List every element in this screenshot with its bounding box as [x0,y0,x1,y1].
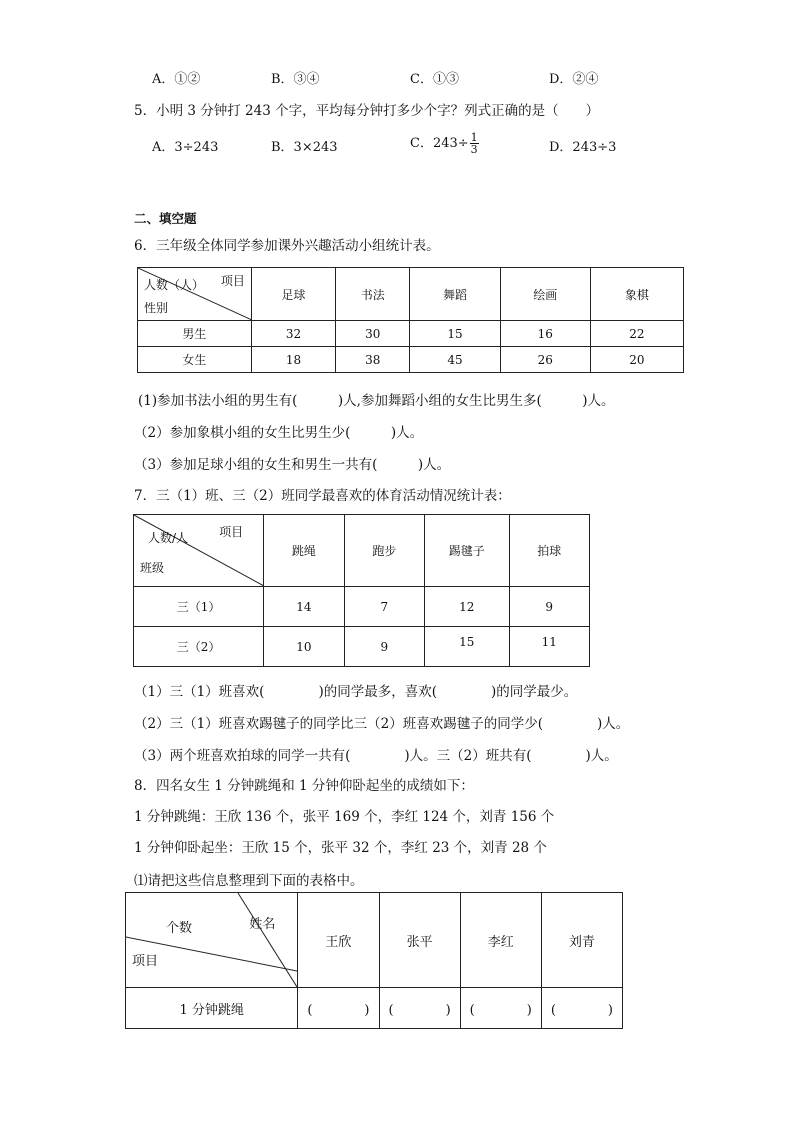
q6-cell: 38 [336,347,410,373]
q6-header-count: 人数（人） [144,278,205,292]
q6-header-item: 项目 [220,274,245,288]
q6-cell: 15 [410,321,500,347]
q7-col-header: 踢毽子 [425,515,509,587]
q7-sub2: （2）三（1）班喜欢踢毽子的同学比三（2）班喜欢踢毽子的同学少( )人。 [134,716,630,732]
q6-col-header: 书法 [336,268,410,321]
q6-col-header: 绘画 [500,268,590,321]
q7-cell: 9 [509,587,590,627]
q6-col-header: 足球 [251,268,335,321]
q6-cell: 30 [336,321,410,347]
q7-cell: 12 [425,587,509,627]
q6-cell: 16 [500,321,590,347]
q6-cell: 45 [410,347,500,373]
q7-sub1: （1）三（1）班喜欢( )的同学最多，喜欢( )的同学最少。 [134,684,578,700]
q7-table [133,514,590,667]
q8-col-header: 刘青 [541,893,622,988]
q5-option-c-text: C．243÷ [410,136,469,151]
q4-option-b: B．③④ [271,72,320,87]
q4-option-a: A．①② [152,72,201,87]
q7-col-header: 拍球 [509,515,590,587]
q7-cell: 9 [344,627,424,667]
q6-col-header: 舞蹈 [410,268,500,321]
q8-stem: 8．四名女生 1 分钟跳绳和 1 分钟仰卧起坐的成绩如下： [134,778,474,794]
table-row [138,347,684,373]
table-row [134,587,590,627]
q7-col-header: 跳绳 [264,515,344,587]
section-title-fill-in: 二、填空题 [134,211,197,226]
q5-option-b: B．3×243 [271,140,338,155]
q8-blank-cell[interactable]: ( ) [541,988,622,1029]
q4-option-c: C．①③ [410,72,459,87]
q7-header-diagonal-cell [134,515,264,587]
q8-row-label: 1 分钟跳绳 [126,988,298,1029]
q6-cell: 32 [251,321,335,347]
q5-option-a: A．3÷243 [152,140,219,155]
q7-col-header: 跑步 [344,515,424,587]
table-row [134,627,590,667]
q8-header-diagonal-cell [126,893,298,988]
q7-cell: 10 [264,627,344,667]
q8-header-count: 个数 [166,921,193,936]
q5-stem: 5．小明 3 分钟打 243 个字，平均每分钟打多少个字？列式正确的是（ ） [134,103,600,119]
fraction-numerator: 1 [470,131,478,144]
q8-col-header: 李红 [460,893,541,988]
table-row [138,321,684,347]
q5-option-d: D．243÷3 [549,140,617,155]
q4-option-d: D．②④ [549,72,599,87]
q6-cell: 20 [590,347,683,373]
q7-cell: 11 [509,627,590,667]
q8-line-sit-ups: 1 分钟仰卧起坐：王欣 15 个，张平 32 个，李红 23 个，刘青 28 个 [134,840,547,856]
q6-sub2: （2）参加象棋小组的女生比男生少( )人。 [134,425,424,441]
q7-header-class: 班级 [140,561,165,575]
q7-sub3: （3）两个班喜欢拍球的同学一共有( )人。三（2）班共有( )人。 [134,748,618,764]
fraction-denominator: 3 [470,143,478,156]
q6-sub3: （3）参加足球小组的女生和男生一共有( )人。 [134,457,451,473]
q7-header-count: 人数/人 [148,531,189,545]
q5-option-c [410,132,479,155]
diagonal-lines [126,893,297,987]
q6-sub1: (1)参加书法小组的男生有( )人,参加舞蹈小组的女生比男生多( )人。 [138,393,615,409]
q8-blank-cell[interactable]: ( ) [460,988,541,1029]
q8-header-name: 姓名 [249,917,276,932]
q6-table [137,267,684,373]
q8-blank-cell[interactable]: ( ) [298,988,379,1029]
q6-stem: 6．三年级全体同学参加课外兴趣活动小组统计表。 [134,238,440,254]
q7-cell: 14 [264,587,344,627]
q8-line-jump-rope: 1 分钟跳绳：王欣 136 个，张平 169 个，李红 124 个，刘青 156 个 [134,809,555,825]
q6-row-label: 女生 [138,347,252,373]
q7-cell: 7 [344,587,424,627]
q8-sub1: ⑴请把这些信息整理到下面的表格中。 [134,873,364,889]
q6-cell: 18 [251,347,335,373]
q8-col-header: 张平 [379,893,460,988]
q6-header-diagonal-cell [138,268,252,321]
q6-row-label: 男生 [138,321,252,347]
q6-header-gender: 性别 [144,301,169,315]
q7-stem: 7．三（1）班、三（2）班同学最喜欢的体育活动情况统计表： [134,488,511,504]
q7-header-item: 项目 [219,525,244,539]
q8-col-header: 王欣 [298,893,379,988]
q8-blank-cell[interactable]: ( ) [379,988,460,1029]
q6-cell: 26 [500,347,590,373]
table-row [126,988,623,1029]
q8-table [125,892,623,1029]
q7-row-label: 三（1） [134,587,264,627]
q8-header-item: 项目 [132,954,159,969]
q7-cell: 15 [425,627,509,667]
q6-col-header: 象棋 [590,268,683,321]
q7-row-label: 三（2） [134,627,264,667]
q6-cell: 22 [590,321,683,347]
fraction-one-third [470,132,479,155]
